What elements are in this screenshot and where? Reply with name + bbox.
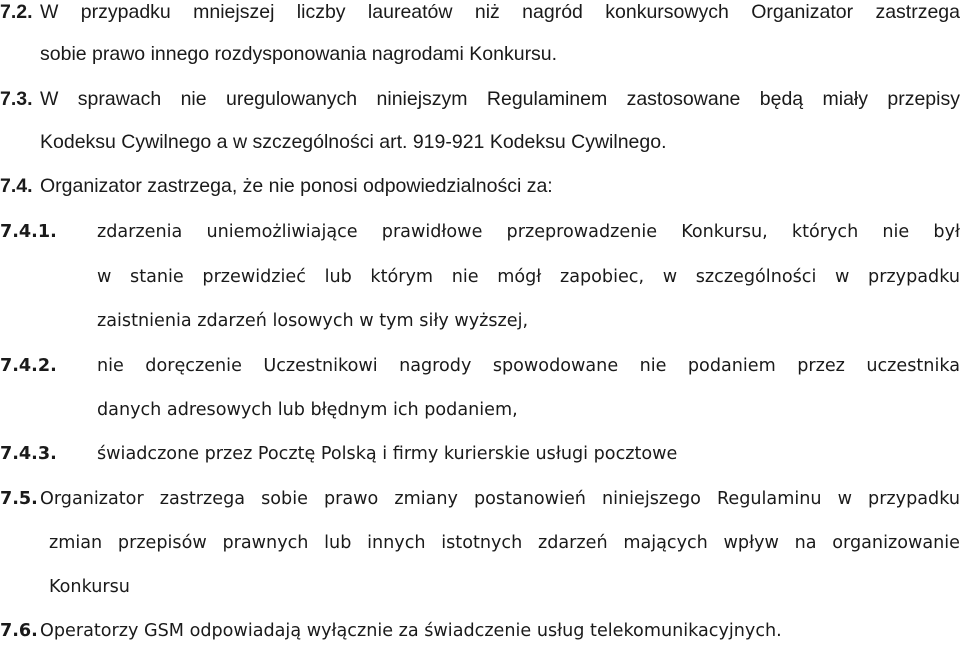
section-number: 7.4.2. <box>0 356 57 376</box>
section-text-line: zdarzenia uniemożliwiające prawidłowe przeprowadzenie Konkursu, których nie był <box>97 222 960 242</box>
section-text-line: Kodeksu Cywilnego a w szczególności art. 919-921 Kodeksu Cywilnego. <box>40 131 667 153</box>
section-text-line: W sprawach nie uregulowanych niniejszym Regulaminem zastosowane będą miały przepisy <box>40 88 960 110</box>
section-text-line: danych adresowych lub błędnym ich podaniem, <box>97 400 518 420</box>
section-number: 7.5. <box>0 489 38 509</box>
section-text-line: zaistnienia zdarzeń losowych w tym siły wyższej, <box>97 311 529 331</box>
section-text-line: w stanie przewidzieć lub którym nie mógł zapobiec, w szczególności w przypadku <box>97 267 960 287</box>
section-text-line: Operatorzy GSM odpowiadają wyłącznie za świadczenie usług telekomunikacyjnych. <box>40 621 782 641</box>
section-number: 7.2. <box>0 1 33 23</box>
section-text-line: nie doręczenie Uczestnikowi nagrody spowodowane nie podaniem przez uczestnika <box>97 356 960 376</box>
section-number: 7.6. <box>0 621 38 641</box>
section-text-line: Organizator zastrzega, że nie ponosi odpowiedzialności za: <box>40 175 553 197</box>
section-text-line: zmian przepisów prawnych lub innych istotnych zdarzeń mających wpływ na organizowanie <box>49 533 960 553</box>
section-text-line: W przypadku mniejszej liczby laureatów niż nagród konkursowych Organizator zastrzega <box>40 1 960 23</box>
section-text-line: Organizator zastrzega sobie prawo zmiany postanowień niniejszego Regulaminu w przypadku <box>40 489 960 509</box>
section-number: 7.3. <box>0 88 33 110</box>
section-number: 7.4.1. <box>0 222 57 242</box>
section-number: 7.4.3. <box>0 444 57 464</box>
section-text-line: Konkursu <box>49 577 130 597</box>
section-text-line: świadczone przez Pocztę Polską i firmy kurierskie usługi pocztowe <box>97 444 678 464</box>
section-number: 7.4. <box>0 175 33 197</box>
section-text-line: sobie prawo innego rozdysponowania nagrodami Konkursu. <box>40 43 558 65</box>
